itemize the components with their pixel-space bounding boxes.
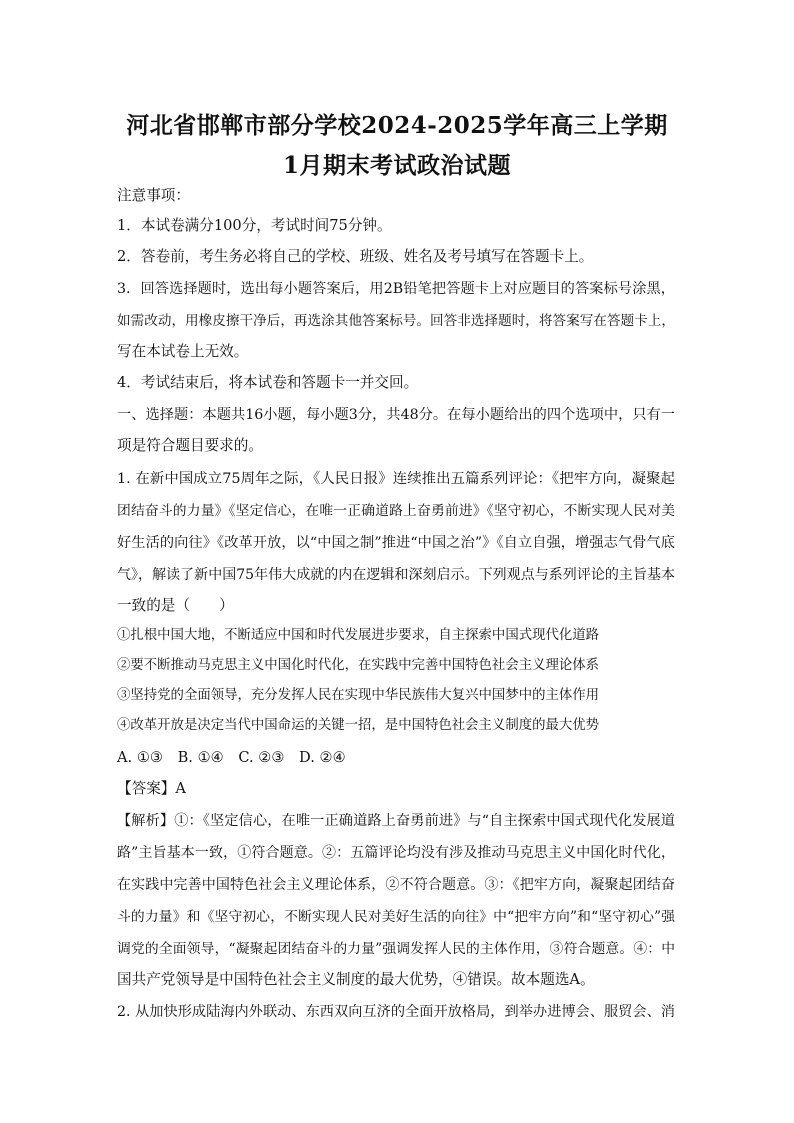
question-1-option-1: ①扎根中国大地，不断适应中国和时代发展进步要求，自主探索中国式现代化道路 <box>117 628 600 643</box>
question-1-line-2: 团结奋斗的力量》《坚定信心，在唯一正确道路上奋勇前进》《坚守初心，不断实现人民对美 <box>117 503 675 519</box>
question-1-line-1: 1. 在新中国成立75周年之际，《人民日报》连续推出五篇系列评论：《把牢方向，凝聚起 <box>117 471 675 487</box>
question-1-explanation-line-5: 调党的全面领导，“凝聚起团结奋斗的力量”强调发挥人民的主体作用，③符合题意。④：中 <box>117 941 675 957</box>
page-subtitle: 1月期末考试政治试题 <box>282 152 511 179</box>
question-1-option-2: ②要不断推动马克思主义中国化时代化，在实践中完善中国特色社会主义理论体系 <box>117 658 600 673</box>
question-1-explanation-line-2: 路”主旨基本一致，①符合题意。②：五篇评论均没有涉及推动马克思主义中国化时代化， <box>117 845 675 861</box>
question-1-option-3: ③坚持党的全面领导，充分发挥人民在实现中华民族伟大复兴中国梦中的主体作用 <box>117 688 600 703</box>
notice-item-3-line-3: 写在本试卷上无效。 <box>117 343 249 360</box>
question-1-answer: 【答案】A <box>117 780 186 797</box>
question-1-choices: A. ①③ B. ①④ C. ②③ D. ②④ <box>117 749 346 766</box>
question-1-explanation-line-4: 斗的力量》和《坚守初心，不断实现人民对美好生活的向往》中“把牢方向”和“坚守初心”强 <box>117 909 675 925</box>
notice-item-4: 4．考试结束后，将本试卷和答题卡一并交回。 <box>117 374 419 391</box>
section-heading-line-1: 一、选择题：本题共16小题，每小题3分，共48分。在每小题给出的四个选项中，只有一 <box>117 407 675 423</box>
question-1-explanation-line-1: 【解析】①：《坚定信心，在唯一正确道路上奋勇前进》与“自主探索中国式现代化发展道 <box>117 813 675 829</box>
notice-item-3-line-1: 3．回答选择题时，选出每小题答案后，用2B铅笔把答题卡上对应题目的答案标号涂黑， <box>117 281 675 297</box>
notice-heading: 注意事项： <box>117 187 190 204</box>
notice-item-2: 2．答卷前，考生务必将自己的学校、班级、姓名及考号填写在答题卡上。 <box>117 248 594 265</box>
question-1-line-4: 气》，解读了新中国75年伟大成就的内在逻辑和深刻启示。下列观点与系列评论的主旨基本 <box>117 567 675 583</box>
question-2-line-1: 2. 从加快形成陆海内外联动、东西双向互济的全面开放格局，到举办进博会、服贸会、消 <box>117 1004 675 1020</box>
notice-item-3-line-2: 如需改动，用橡皮擦干净后，再选涂其他答案标号。回答非选择题时，将答案写在答题卡上， <box>117 313 675 329</box>
question-1-explanation-line-3: 在实践中完善中国特色社会主义理论体系，②不符合题意。③：《把牢方向，凝聚起团结奋 <box>117 877 675 893</box>
question-1-explanation-line-6: 国共产党领导是中国特色社会主义制度的最大优势，④错误。故本题选A。 <box>117 971 595 988</box>
question-1-line-5: 一致的是（ ） <box>117 597 234 614</box>
question-1-option-4: ④改革开放是决定当代中国命运的关键一招，是中国特色社会主义制度的最大优势 <box>117 718 600 733</box>
notice-item-1: 1．本试卷满分100分，考试时间75分钟。 <box>117 217 392 234</box>
question-1-line-3: 好生活的向往》《改革开放，以“中国之制”推进“中国之治”》《自立自强，增强志气骨气底 <box>117 535 675 551</box>
section-heading-line-2: 项是符合题目要求的。 <box>117 437 263 454</box>
page-title: 河北省邯郸市部分学校2024-2025学年高三上学期 <box>126 112 668 139</box>
